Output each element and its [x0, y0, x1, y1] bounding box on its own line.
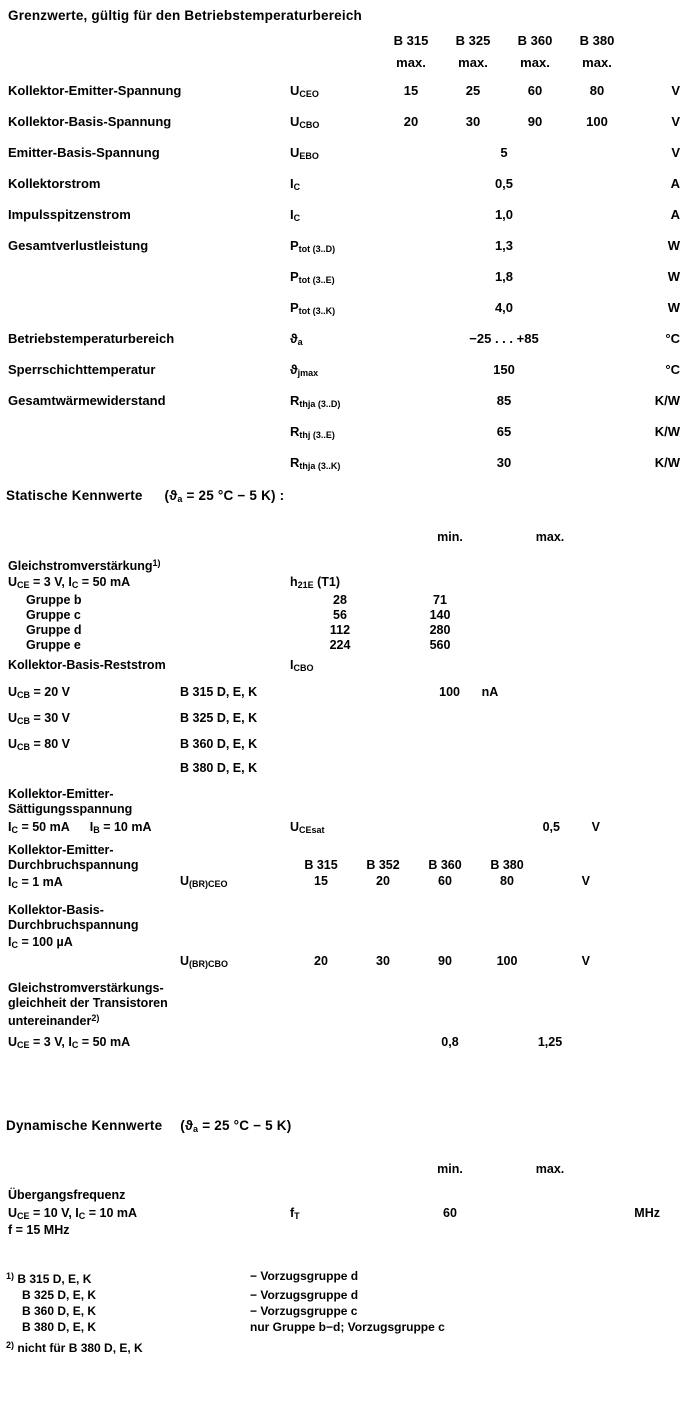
limits-type-header-row [0, 33, 700, 55]
value-3: 100 [586, 114, 608, 129]
cond-rest: = 25 °C − 5 K) : [182, 488, 285, 503]
hfe-condition [0, 574, 290, 593]
symbol-base: P [290, 269, 299, 284]
bvceo-symbol [180, 874, 290, 889]
cond-mid: = 50 mA [17, 820, 70, 834]
ucesat-row [0, 820, 700, 835]
cond-pre: U [8, 737, 18, 751]
cond-rest: = 10 mA [85, 1206, 138, 1220]
group-min: 56 [333, 608, 347, 622]
value-0: 15 [403, 83, 419, 98]
ft-row [0, 1206, 700, 1221]
dynamic-heading-text: Dynamische Kennwerte [6, 1118, 163, 1133]
param-symbol [290, 207, 380, 223]
min-header: min. [437, 530, 463, 544]
symbol-sub: jmax [297, 368, 319, 378]
icbo-value: 100 [439, 685, 460, 699]
unit: °C [665, 331, 680, 346]
bvceo-label-line2: Durchbruchspannung [8, 858, 139, 872]
table-row [0, 362, 700, 393]
param-label: Emitter-Basis-Spannung [8, 145, 160, 160]
ft-condition-line2: f = 15 MHz [8, 1223, 70, 1237]
param-label: Kollektorstrom [8, 176, 101, 191]
match-label-superscript: 2) [91, 1013, 100, 1023]
cond-sub2: C [71, 1040, 79, 1050]
cond-sub: a [193, 1124, 199, 1134]
cond-open: (ϑ [164, 488, 178, 503]
symbol-sub: CEO [299, 89, 319, 99]
bvcbo-label-line1: Kollektor-Basis- [8, 903, 104, 917]
footnote-text: nicht für B 380 D, E, K [17, 1341, 143, 1355]
footnote-left [0, 1268, 250, 1287]
value-span: 30 [496, 455, 512, 470]
symbol-sub: tot (3..E) [298, 275, 335, 285]
min-header: min. [437, 1162, 463, 1176]
cond-pre: U [8, 711, 18, 725]
cond-sub: CB [17, 742, 31, 752]
symbol-rest: (T1) [313, 575, 341, 589]
symbol-base: R [290, 393, 300, 408]
param-symbol [290, 114, 380, 130]
icbo-label: Kollektor-Basis-Reststrom [8, 658, 166, 672]
match-row [0, 1035, 700, 1050]
cond-rest: = 50 mA [78, 1035, 131, 1049]
symbol-base: P [290, 300, 299, 315]
bvceo-value-3: 80 [500, 874, 514, 888]
ft-block [0, 1188, 700, 1238]
table-row [0, 145, 700, 176]
unit: K/W [654, 424, 680, 439]
ft-unit: MHz [634, 1206, 660, 1220]
symbol-base: I [290, 176, 294, 191]
max-header-3: max. [582, 55, 612, 70]
icbo-types: B 360 D, E, K [180, 737, 258, 751]
cond-sub: C [11, 940, 18, 950]
symbol-sub: CBO [293, 663, 314, 673]
symbol-sub: thja (3..K) [299, 461, 341, 471]
ft-label: Übergangsfrequenz [8, 1188, 126, 1202]
unit: V [671, 145, 680, 160]
hfe-title [0, 556, 700, 574]
group-name: Gruppe b [26, 593, 82, 607]
symbol-base: I [290, 658, 294, 672]
symbol-base: R [290, 455, 300, 470]
value-span: 1,0 [494, 207, 514, 222]
group-max: 560 [429, 638, 451, 652]
type-header-3: B 380 [579, 33, 615, 48]
group-min: 28 [333, 593, 347, 607]
symbol-base: U [290, 820, 300, 834]
footnote-right: − Vorzugsgruppe d [250, 1269, 359, 1283]
value-span: 1,3 [494, 238, 514, 253]
cond-sub2: C [78, 1211, 86, 1221]
spacer2 [290, 530, 400, 544]
footnote-row [0, 1337, 700, 1356]
ucesat-unit: V [591, 820, 600, 834]
param-symbol [290, 424, 380, 440]
param-label: Kollektor-Basis-Spannung [8, 114, 172, 129]
footnote-row [0, 1287, 700, 1303]
cond-rest: = 25 °C − 5 K) [198, 1118, 292, 1133]
static-heading-text: Statische Kennwerte [6, 488, 143, 503]
icbo-types: B 380 D, E, K [180, 761, 258, 775]
value-span: −25 . . . +85 [469, 331, 539, 346]
value-0: 20 [403, 114, 419, 129]
spacer2 [290, 1162, 400, 1176]
icbo-types: B 315 D, E, K [180, 685, 258, 699]
symbol-sub: CBO [299, 120, 320, 130]
footnote-type: B 315 D, E, K [17, 1272, 92, 1286]
table-row [0, 393, 700, 424]
bvceo-type-0: B 315 [304, 858, 338, 872]
symbol-base: U [290, 145, 300, 160]
cond-pre: U [8, 575, 18, 589]
cond-mid: = 3 V, I [29, 575, 72, 589]
value-2: 90 [527, 114, 543, 129]
cond-sub: CE [17, 1040, 30, 1050]
param-label: Sperrschichttemperatur [8, 362, 156, 377]
cond-pre: U [8, 1206, 18, 1220]
hfe-symbol [290, 574, 400, 593]
cond-sub2: C [71, 580, 79, 590]
group-max: 71 [433, 593, 447, 607]
limits-max-header-row [0, 55, 700, 83]
bvceo-unit: V [581, 874, 590, 888]
cond-rest: = 1 mA [17, 875, 63, 889]
value-span: 5 [500, 145, 508, 160]
footnotes-section [0, 1268, 700, 1356]
symbol-base: U [180, 954, 190, 968]
unit: A [670, 176, 680, 191]
icbo-symbol [290, 657, 400, 677]
ucesat-label-line1: Kollektor-Emitter- [8, 787, 114, 801]
static-heading-condition [165, 488, 285, 503]
group-name: Gruppe c [26, 608, 81, 622]
cond-rest2: = 10 mA [99, 820, 152, 834]
match-label-text: untereinander [8, 1014, 92, 1028]
value-1: 30 [465, 114, 481, 129]
footnote-left [0, 1337, 250, 1356]
bvcbo-label-line2: Durchbruchspannung [8, 918, 139, 932]
hfe-title-text: Gleichstromverstärkung [8, 559, 153, 573]
bvcbo-condition [0, 935, 180, 950]
bvcbo-value-3: 100 [496, 954, 518, 968]
icbo-cond-row-1 [0, 711, 700, 737]
symbol-sub: 21E [297, 580, 314, 590]
symbol-base: h [290, 575, 298, 589]
ucesat-condition [0, 820, 290, 835]
symbol-sub: tot (3..K) [298, 306, 336, 316]
footnote-right: nur Gruppe b−d; Vorzugsgruppe c [250, 1320, 445, 1334]
table-row [0, 83, 700, 114]
bvceo-value-2: 60 [438, 874, 452, 888]
ucesat-label-line2: Sättigungsspannung [8, 802, 133, 816]
cond-pre: U [8, 1035, 18, 1049]
static-heading [0, 488, 700, 504]
unit: W [667, 300, 680, 315]
value-span: 4,0 [494, 300, 514, 315]
bvceo-value-1: 20 [376, 874, 390, 888]
param-symbol [290, 455, 380, 471]
symbol-base: ϑ [290, 331, 298, 346]
param-label: Impulsspitzenstrom [8, 207, 131, 222]
param-symbol [290, 238, 380, 254]
cond-sub2: B [93, 825, 100, 835]
bvcbo-row [0, 935, 700, 950]
type-header-1: B 325 [455, 33, 491, 48]
cond-sub: C [11, 825, 18, 835]
value-span: 0,5 [494, 176, 514, 191]
ucesat-block [0, 787, 700, 835]
symbol-sub: (BR)CEO [189, 879, 228, 889]
match-label-line2: gleichheit der Transistoren [8, 996, 168, 1010]
ft-symbol [290, 1206, 400, 1221]
max-header-2: max. [520, 55, 550, 70]
cond-sub: a [177, 494, 183, 504]
spacer [0, 530, 290, 544]
group-min: 224 [329, 638, 351, 652]
param-label: Gesamtwärmewiderstand [8, 393, 166, 408]
match-label-line3 [0, 1011, 700, 1029]
param-symbol [290, 83, 380, 99]
table-row [0, 207, 700, 238]
type-header-0: B 315 [393, 33, 429, 48]
icbo-header-row [0, 657, 700, 677]
param-symbol [290, 331, 380, 347]
dynamic-heading [0, 1118, 700, 1134]
unit: W [667, 238, 680, 253]
unit: V [671, 83, 680, 98]
value-span: 85 [496, 393, 512, 408]
symbol-sub: a [297, 337, 303, 347]
bvcbo-value-1: 30 [376, 954, 390, 968]
list-item [0, 593, 700, 608]
cond-sub: CE [17, 1211, 30, 1221]
symbol-base: P [290, 238, 299, 253]
footnote-marker-2: 2) [6, 1340, 15, 1350]
param-label: Kollektor-Emitter-Spannung [8, 83, 182, 98]
list-item [0, 608, 700, 623]
group-name: Gruppe e [26, 638, 81, 652]
limits-heading: Grenzwerte, gültig für den Betriebstemperaturbereich [8, 8, 362, 23]
ucesat-value: 0,5 [542, 820, 560, 834]
match-max: 1,25 [537, 1035, 563, 1049]
value-span: 1,8 [494, 269, 514, 284]
bvceo-type-1: B 352 [366, 858, 400, 872]
footnote-row [0, 1303, 700, 1319]
symbol-base: U [180, 874, 190, 888]
bvcbo-block [0, 903, 700, 969]
cond-rest: = 20 V [30, 685, 70, 699]
bvceo-type-3: B 380 [490, 858, 524, 872]
max-header-1: max. [458, 55, 488, 70]
footnote-left: B 360 D, E, K [22, 1304, 97, 1318]
param-symbol [290, 145, 380, 161]
table-row [0, 238, 700, 269]
type-header-2: B 360 [517, 33, 553, 48]
bvceo-type-2: B 360 [428, 858, 462, 872]
bvceo-value-0: 15 [314, 874, 328, 888]
ft-condition [0, 1206, 290, 1221]
param-symbol [290, 362, 380, 378]
symbol-sub: thj (3..E) [299, 430, 335, 440]
symbol-sub: tot (3..D) [298, 244, 336, 254]
param-label: Betriebstemperaturbereich [8, 331, 175, 346]
group-max: 140 [429, 608, 451, 622]
hfe-match-block [0, 981, 700, 1050]
unit: K/W [654, 393, 680, 408]
footnote-row [0, 1268, 700, 1287]
symbol-sub: thja (3..D) [299, 399, 341, 409]
icbo-block [0, 657, 700, 783]
footnote-right: − Vorzugsgruppe d [250, 1288, 359, 1302]
value-1: 25 [465, 83, 481, 98]
footnote-marker-1: 1) [6, 1271, 15, 1281]
bvceo-label-line1: Kollektor-Emitter- [8, 843, 114, 857]
hfe-block [0, 556, 700, 653]
cond-rest: = 100 µA [17, 935, 73, 949]
table-row [0, 300, 700, 331]
icbo-condition [0, 685, 180, 700]
unit: V [671, 114, 680, 129]
symbol-base: U [290, 83, 300, 98]
static-minmax-header [0, 530, 700, 544]
cond-sub: CB [17, 716, 31, 726]
table-row [0, 424, 700, 455]
bvcbo-value-0: 20 [314, 954, 328, 968]
icbo-unit: nA [481, 685, 499, 699]
icbo-cond-row-3 [0, 761, 700, 783]
cond-pre: I [8, 875, 12, 889]
footnote-left: B 325 D, E, K [22, 1288, 97, 1302]
group-max: 280 [429, 623, 451, 637]
cond-mid: = 10 V, I [29, 1206, 79, 1220]
match-label-line1: Gleichstromverstärkungs- [8, 981, 164, 995]
icbo-condition [0, 711, 180, 726]
static-characteristics-section [0, 488, 700, 1050]
param-symbol [290, 393, 380, 409]
hfe-condition-row [0, 574, 700, 593]
cond-mid: = 3 V, I [29, 1035, 72, 1049]
icbo-types: B 325 D, E, K [180, 711, 258, 725]
value-2: 60 [527, 83, 543, 98]
footnote-right: − Vorzugsgruppe c [250, 1304, 358, 1318]
ucesat-symbol [290, 820, 400, 835]
table-row [0, 269, 700, 300]
dynamic-characteristics-section [0, 1118, 700, 1238]
cond-pre: I [8, 935, 12, 949]
icbo-condition [0, 737, 180, 752]
symbol-base: ϑ [290, 362, 298, 377]
cond-rest: = 30 V [30, 711, 70, 725]
cond-pre: U [8, 685, 18, 699]
spacer [0, 1162, 290, 1176]
icbo-cond-row-0 [0, 685, 700, 711]
value-span: 150 [493, 362, 515, 377]
symbol-base: U [290, 114, 300, 129]
max-header-0: max. [396, 55, 426, 70]
param-label: Gesamtverlustleistung [8, 238, 149, 253]
list-item [0, 623, 700, 638]
table-row [0, 114, 700, 145]
symbol-base: R [290, 424, 300, 439]
limits-section [0, 8, 700, 486]
symbol-sub: (BR)CBO [189, 959, 229, 969]
max-header: max. [535, 530, 565, 544]
symbol-sub: T [294, 1211, 300, 1221]
match-min: 0,8 [441, 1035, 459, 1049]
unit: A [670, 207, 680, 222]
cond-rest: = 50 mA [78, 575, 131, 589]
hfe-title-superscript: 1) [152, 558, 161, 568]
symbol-sub: C [293, 213, 301, 223]
param-symbol [290, 269, 380, 285]
table-row [0, 331, 700, 362]
cond-pre: I [8, 820, 12, 834]
list-item [0, 638, 700, 653]
dynamic-minmax-header [0, 1162, 700, 1176]
group-name: Gruppe d [26, 623, 82, 637]
symbol-base: I [290, 207, 294, 222]
cond-sub: C [11, 880, 18, 890]
icbo-cond-row-2 [0, 737, 700, 761]
cond-pre2: I [89, 820, 94, 834]
match-condition [0, 1035, 290, 1050]
footnote-row [0, 1319, 700, 1335]
ft-min: 60 [443, 1206, 457, 1220]
table-row [0, 455, 700, 486]
bvcbo-unit: V [581, 954, 590, 968]
symbol-sub: EBO [299, 151, 319, 161]
table-row [0, 176, 700, 207]
bvcbo-symbol-values-row [0, 954, 700, 969]
group-min: 112 [329, 623, 351, 637]
bvceo-label-row [0, 858, 700, 872]
unit: K/W [654, 455, 680, 470]
max-header: max. [535, 1162, 565, 1176]
unit: W [667, 269, 680, 284]
cond-sub: CB [17, 690, 31, 700]
param-symbol [290, 300, 380, 316]
param-symbol [290, 176, 380, 192]
unit: °C [665, 362, 680, 377]
bvcbo-symbol [180, 954, 290, 969]
value-span: 65 [496, 424, 512, 439]
cond-rest: = 80 V [30, 737, 70, 751]
dynamic-heading-condition [180, 1118, 291, 1133]
symbol-sub: C [293, 182, 301, 192]
footnote-left: B 380 D, E, K [22, 1320, 97, 1334]
bvcbo-value-2: 90 [438, 954, 452, 968]
cond-sub: CE [17, 580, 30, 590]
symbol-base: f [290, 1206, 295, 1220]
value-3: 80 [589, 83, 605, 98]
cond-open: (ϑ [180, 1118, 194, 1133]
symbol-sub: CEsat [299, 825, 325, 835]
